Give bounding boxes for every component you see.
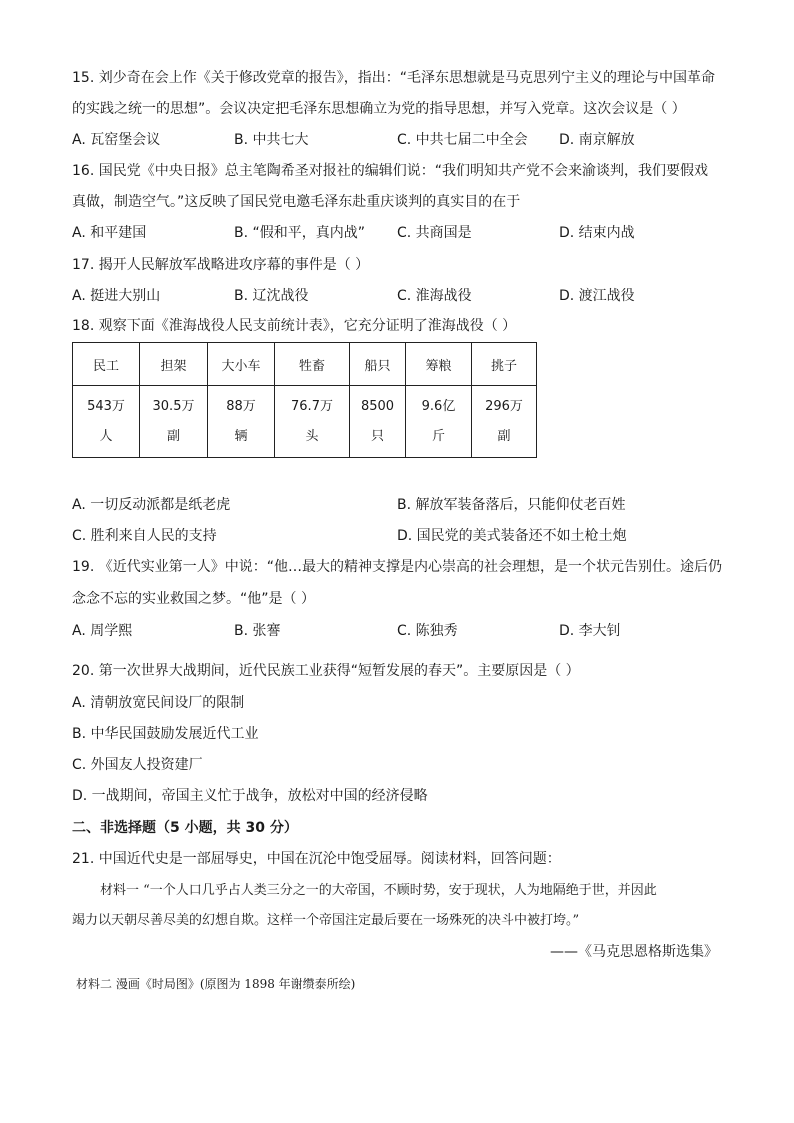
q19-option-c[interactable]: C. 陈独秀 [397, 623, 458, 639]
q16-option-d[interactable]: D. 结束内战 [559, 225, 635, 241]
table-row [73, 386, 537, 458]
cell-unit: 人 [99, 428, 113, 444]
question-16-line-1: 16. 国民党《中央日报》总主笔陶希圣对报社的编辑们说：“我们明知共产党不会来渝谈判，我们要假戏 [72, 163, 708, 179]
cell-value: 296万 [485, 398, 523, 414]
cell-value: 8500 [360, 398, 395, 414]
table-header-cell: 挑子 [472, 343, 537, 386]
q15-option-d[interactable]: D. 南京解放 [559, 132, 635, 148]
table-cell [73, 386, 140, 458]
support-statistics-table [72, 342, 537, 458]
table-header-cell: 船只 [350, 343, 406, 386]
table-header-row [73, 343, 537, 386]
cell-value: 543万 [87, 398, 125, 414]
q19-option-d[interactable]: D. 李大钊 [559, 623, 621, 639]
question-16-line-2: 真做，制造空气。”这反映了国民党电邀毛泽东赴重庆谈判的真实目的在于 [72, 194, 521, 210]
cell-value: 9.6亿 [421, 398, 456, 414]
q16-option-b[interactable]: B. “假和平，真内战” [234, 225, 366, 241]
cell-value: 88万 [226, 398, 256, 414]
q20-option-a[interactable]: A. 清朝放宽民间设厂的限制 [72, 695, 245, 711]
question-18-line-1: 18. 观察下面《淮海战役人民支前统计表》，它充分证明了淮海战役（ ） [72, 318, 517, 334]
q19-option-b[interactable]: B. 张謇 [234, 623, 281, 639]
question-19-line-1: 19. 《近代实业第一人》中说：“他…最大的精神支撑是内心崇高的社会理想，是一个状元告别仕。途后仍 [72, 559, 722, 575]
q16-option-c[interactable]: C. 共商国是 [397, 225, 472, 241]
q19-option-a[interactable]: A. 周学熙 [72, 623, 133, 639]
table-header-cell: 牲畜 [275, 343, 350, 386]
q17-option-d[interactable]: D. 渡江战役 [559, 288, 635, 304]
q18-option-a[interactable]: A. 一切反动派都是纸老虎 [72, 497, 231, 513]
question-21-stem: 21. 中国近代史是一部屈辱史，中国在沉沦中饱受屈辱。阅读材料，回答问题： [72, 851, 561, 867]
table-cell [140, 386, 208, 458]
q16-option-a[interactable]: A. 和平建国 [72, 225, 147, 241]
question-19-line-2: 念念不忘的实业救国之梦。“他”是（ ） [72, 591, 315, 607]
q20-option-b[interactable]: B. 中华民国鼓励发展近代工业 [72, 726, 259, 742]
table-cell [406, 386, 472, 458]
cell-unit: 头 [305, 428, 319, 444]
table-header-cell: 担架 [140, 343, 208, 386]
q18-option-d[interactable]: D. 国民党的美式装备还不如土枪土炮 [397, 528, 627, 544]
q18-option-b[interactable]: B. 解放军装备落后，只能仰仗老百姓 [397, 497, 626, 513]
material-1-line-2: 竭力以天朝尽善尽美的幻想自欺。这样一个帝国注定最后要在一场殊死的决斗中被打垮。” [72, 913, 580, 928]
q17-option-b[interactable]: B. 辽沈战役 [234, 288, 309, 304]
material-1-source: ——《马克思恩格斯选集》 [550, 944, 718, 960]
cell-unit: 只 [370, 428, 384, 444]
q20-option-c[interactable]: C. 外国友人投资建厂 [72, 757, 203, 773]
section-title: 二、非选择题（5 小题，共 30 分） [72, 820, 298, 836]
table-cell [275, 386, 350, 458]
cell-unit: 副 [497, 428, 511, 444]
cell-value: 30.5万 [152, 398, 195, 414]
cell-value: 76.7万 [291, 398, 333, 414]
q17-option-a[interactable]: A. 挺进大别山 [72, 288, 161, 304]
q18-option-c[interactable]: C. 胜利来自人民的支持 [72, 528, 217, 544]
question-15-line-2: 的实践之统一的思想”。会议决定把毛泽东思想确立为党的指导思想，并写入党章。这次会议是（ ） [72, 101, 686, 117]
q17-option-c[interactable]: C. 淮海战役 [397, 288, 472, 304]
table-cell [472, 386, 537, 458]
material-2-caption: 材料二 漫画《时局图》(原图为 1898 年谢缵泰所绘) [76, 977, 356, 991]
table-header-cell: 大小车 [208, 343, 275, 386]
cell-unit: 斤 [431, 428, 445, 444]
question-17-line-1: 17. 揭开人民解放军战略进攻序幕的事件是（ ） [72, 257, 370, 273]
cell-unit: 副 [166, 428, 180, 444]
table-header-cell: 民工 [73, 343, 140, 386]
question-15-line-1: 15. 刘少奇在会上作《关于修改党章的报告》，指出：“毛泽东思想就是马克思列宁主义的理论与中国革命 [72, 70, 715, 86]
material-1-line-1: 材料一 “一个人口几乎占人类三分之一的大帝国，不顾时势，安于现状，人为地隔绝于世，并因此 [100, 883, 657, 898]
question-20-line-1: 20. 第一次世界大战期间，近代民族工业获得“短暂发展的春天”。主要原因是（ ） [72, 663, 580, 679]
table-cell [208, 386, 275, 458]
cell-unit: 辆 [234, 428, 248, 444]
q15-option-a[interactable]: A. 瓦窑堡会议 [72, 132, 161, 148]
table-cell [350, 386, 406, 458]
q15-option-c[interactable]: C. 中共七届二中全会 [397, 132, 528, 148]
table-header-cell: 筹粮 [406, 343, 472, 386]
q15-option-b[interactable]: B. 中共七大 [234, 132, 309, 148]
q20-option-d[interactable]: D. 一战期间，帝国主义忙于战争，放松对中国的经济侵略 [72, 788, 428, 804]
